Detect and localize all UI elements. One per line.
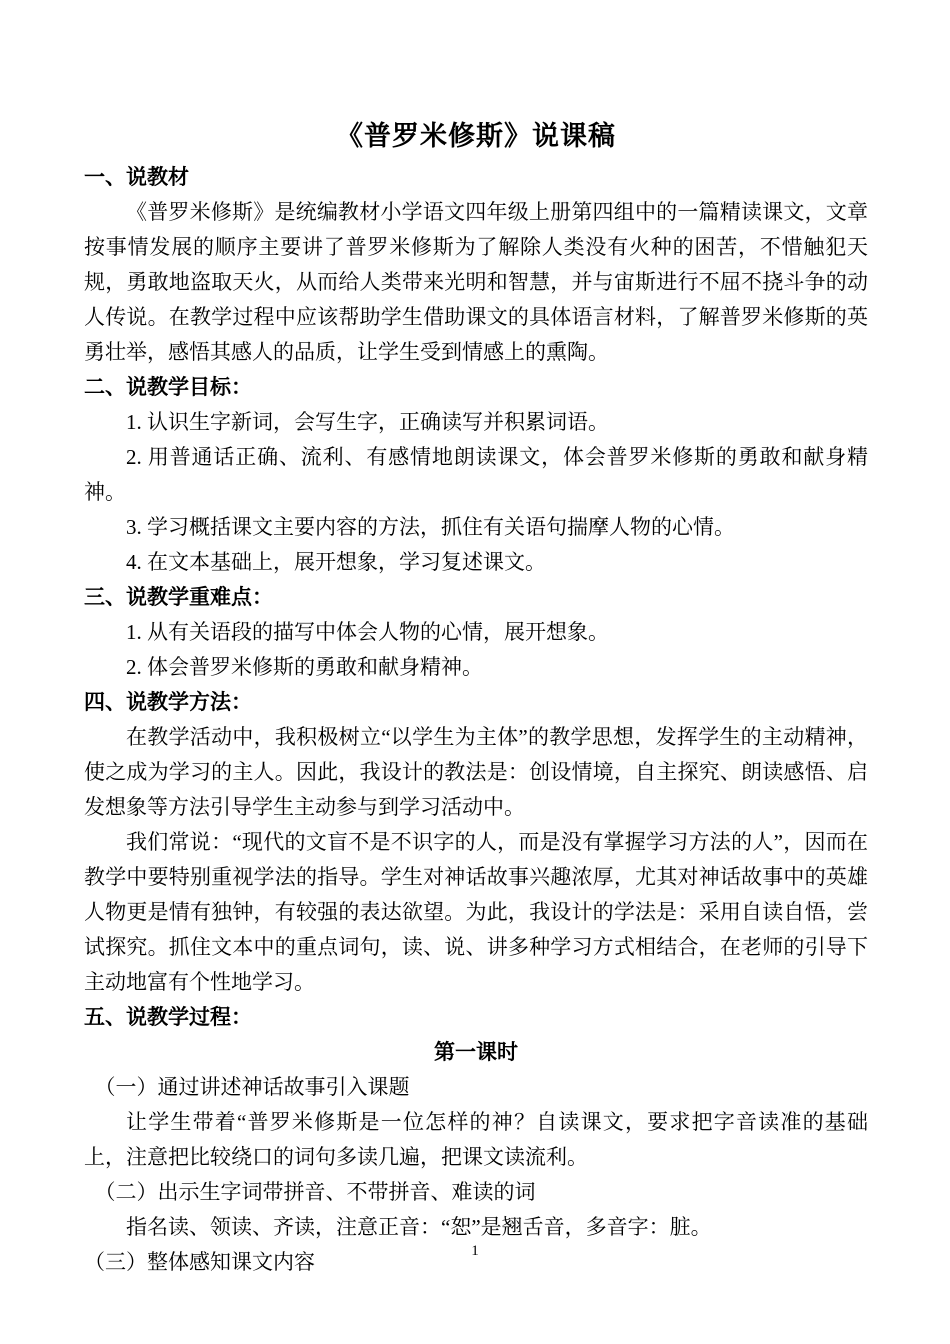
step-heading: （二）出示生字词带拼音、不带拼音、难读的词 [94, 1180, 536, 1204]
step-heading: （一）通过讲述神话故事引入课题 [94, 1075, 410, 1099]
section-heading-process: 五、说教学过程： [84, 1006, 252, 1029]
objective-item: 2. 用普通话正确、流利、有感情地朗读课文，体会普罗米修斯的勇敢和献身精神。 [84, 445, 868, 504]
section-heading-teaching-material: 一、说教材 [84, 166, 189, 189]
section-heading-objectives: 二、说教学目标： [84, 376, 252, 399]
objective-item: 4. 在文本基础上，展开想象，学习复述课文。 [126, 550, 546, 574]
document-body [84, 0, 868, 1280]
lesson-session-heading: 第一课时 [434, 1041, 518, 1064]
section-heading-methods: 四、说教学方法： [84, 691, 252, 714]
body-paragraph: 《普罗米修斯》是统编教材小学语文四年级上册第四组中的一篇精读课文，文章按事情发展的顺序主要讲了普罗米修斯为了解除人类没有火种的困苦，不惜触犯天规，勇敢地盗取天火，从而给人类带来光明和智慧，并与宙斯进行不屈不挠斗争的动人传说。在教学过程中应该帮助学生借助课文的具体语言材料，了解普罗米修斯的英勇壮举，感悟其感人的品质，让学生受到情感上的熏陶。 [84, 200, 868, 364]
step-heading: （三）整体感知课文内容 [84, 1250, 315, 1274]
objective-item: 1. 认识生字新词，会写生字，正确读写并积累词语。 [126, 410, 609, 434]
page-number: 1 [471, 1243, 479, 1259]
body-paragraph: 在教学活动中，我积极树立“以学生为主体”的教学思想，发挥学生的主动精神，使之成为学习的主人。因此，我设计的教法是：创设情境，自主探究、朗读感悟、启发想象等方法引导学生主动参与到学习活动中。 [84, 725, 868, 819]
document-title: 《普罗米修斯》说课稿 [336, 121, 616, 151]
key-point-item: 2. 体会普罗米修斯的勇敢和献身精神。 [126, 655, 483, 679]
body-paragraph: 指名读、领读、齐读，注意正音：“恕”是翘舌音，多音字：脏。 [126, 1215, 712, 1239]
body-paragraph: 我们常说：“现代的文盲不是不识字的人，而是没有掌握学习方法的人”，因而在教学中要特别重视学法的指导。学生对神话故事兴趣浓厚，尤其对神话故事中的英雄人物更是情有独钟，有较强的表达欲望。为此，我设计的学法是：采用自读自悟，尝试探究。抓住文本中的重点词句，读、说、讲多种学习方式相结合，在老师的引导下主动地富有个性地学习。 [84, 830, 868, 994]
body-paragraph: 让学生带着“普罗米修斯是一位怎样的神？自读课文，要求把字音读准的基础上，注意把比较绕口的词句多读几遍，把课文读流利。 [84, 1110, 868, 1169]
key-point-item: 1. 从有关语段的描写中体会人物的心情，展开想象。 [126, 620, 609, 644]
objective-item: 3. 学习概括课文主要内容的方法，抓住有关语句揣摩人物的心情。 [126, 515, 735, 539]
section-heading-key-points: 三、说教学重难点： [84, 586, 273, 609]
